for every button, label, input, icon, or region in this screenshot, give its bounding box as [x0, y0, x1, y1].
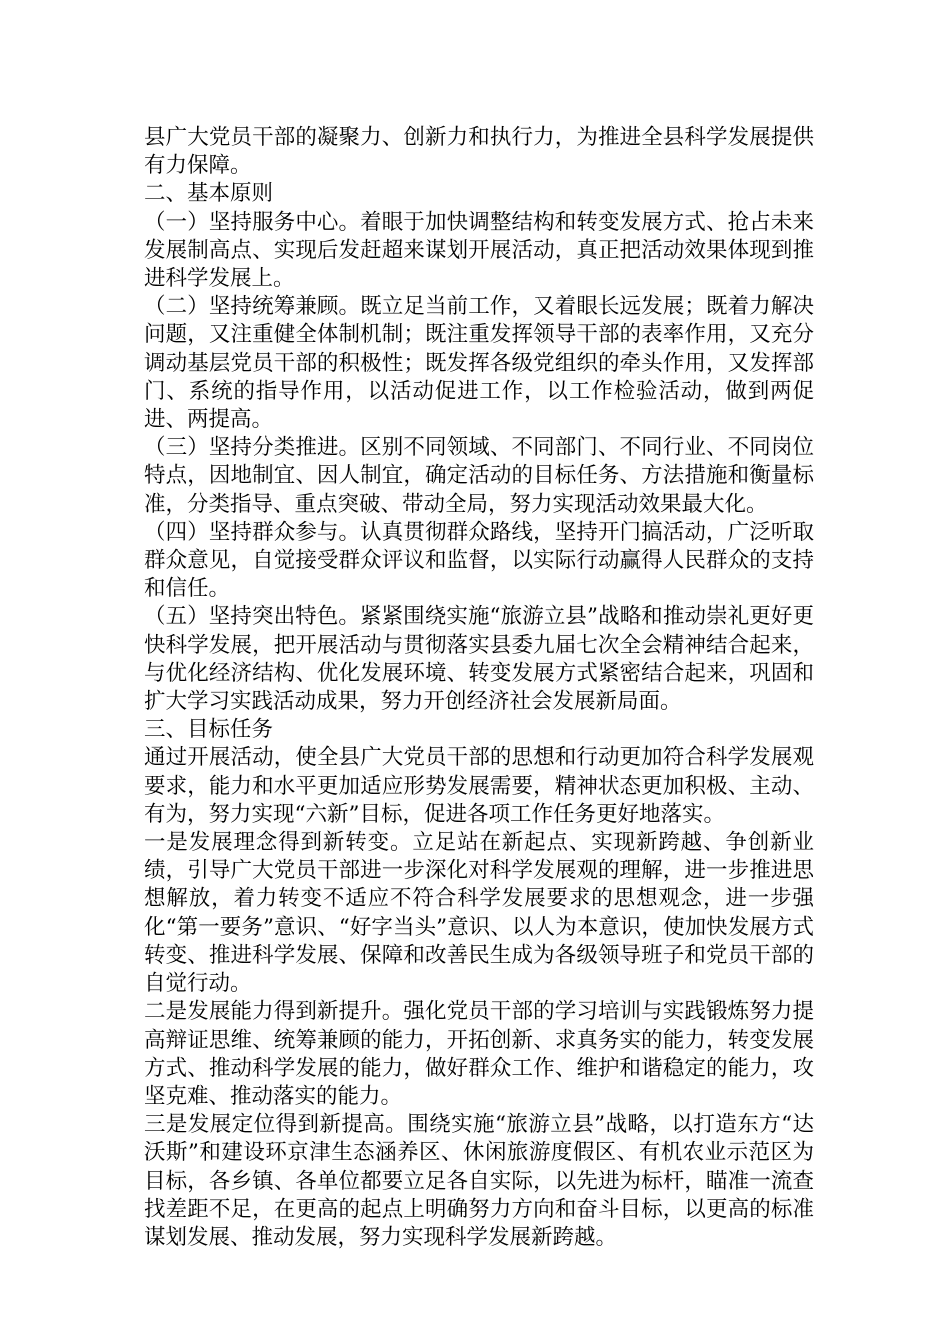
paragraph-principle-3: （三）坚持分类推进。区别不同领域、不同部门、不同行业、不同岗位特点，因地制宜、因人制宜，确定活动的目标任务、方法措施和衡量标准，分类指导、重点突破、带动全局，努力实现活动效果最大化。: [144, 435, 814, 517]
paragraph-principle-4: （四）坚持群众参与。认真贯彻群众路线，坚持开门搞活动，广泛听取群众意见，自觉接受群众评议和监督，以实际行动赢得人民群众的支持和信任。: [144, 519, 814, 602]
paragraph-principle-5: （五）坚持突出特色。紧紧围绕实施“旅游立县”战略和推动崇礼更好更快科学发展，把开展活动与贯彻落实县委九届七次全会精神结合起来，与优化经济结构、优化发展环境、转变发展方式紧密结合起来，巩固和扩大学习实践活动成果，努力开创经济社会发展新局面。: [144, 604, 814, 715]
section-heading-basic-principles: 二、基本原则: [144, 181, 274, 207]
section-heading-goals: 三、目标任务: [144, 717, 274, 743]
paragraph-intro-continuation: 县广大党员干部的凝聚力、创新力和执行力，为推进全县科学发展提供有力保障。: [144, 125, 814, 179]
paragraph-goal-2: 二是发展能力得到新提升。强化党员干部的学习培训与实践锻炼努力提高辩证思维、统筹兼顾的能力，开拓创新、求真务实的能力，转变发展方式、推动科学发展的能力，做好群众工作、维护和谐稳定的能力，攻坚克难、推动落实的能力。: [144, 999, 814, 1109]
document-page: [144, 124, 814, 1252]
paragraph-principle-2: （二）坚持统筹兼顾。既立足当前工作，又着眼长远发展；既着力解决问题，又注重健全体制机制；既注重发挥领导干部的表率作用，又充分调动基层党员干部的积极性；既发挥各级党组织的牵头作用，又发挥部门、系统的指导作用，以活动促进工作，以工作检验活动，做到两促进、两提高。: [144, 294, 814, 433]
paragraph-goals-intro: 通过开展活动，使全县广大党员干部的思想和行动更加符合科学发展观要求，能力和水平更加适应形势发展需要，精神状态更加积极、主动、有为，努力实现“六新”目标，促进各项工作任务更好地落实。: [144, 745, 814, 827]
paragraph-principle-1: （一）坚持服务中心。着眼于加快调整结构和转变发展方式、抢占未来发展制高点、实现后发赶超来谋划开展活动，真正把活动效果体现到推进科学发展上。: [144, 209, 814, 292]
paragraph-goal-1: 一是发展理念得到新转变。立足站在新起点、实现新跨越、争创新业绩，引导广大党员干部进一步深化对科学发展观的理解，进一步推进思想解放，着力转变不适应不符合科学发展要求的思想观念，进一步强化“第一要务”意识、“好字当头”意识、以人为本意识，使加快发展方式转变、推进科学发展、保障和改善民生成为各级领导班子和党员干部的自觉行动。: [144, 830, 814, 997]
paragraph-goal-3: 三是发展定位得到新提高。围绕实施“旅游立县”战略，以打造东方“达沃斯”和建设环京津生态涵养区、休闲旅游度假区、有机农业示范区为目标，各乡镇、各单位都要立足各自实际，以先进为标杆，瞄准一流查找差距不足，在更高的起点上明确努力方向和奋斗目标，以更高的标准谋划发展、推动发展，努力实现科学发展新跨越。: [144, 1112, 814, 1250]
